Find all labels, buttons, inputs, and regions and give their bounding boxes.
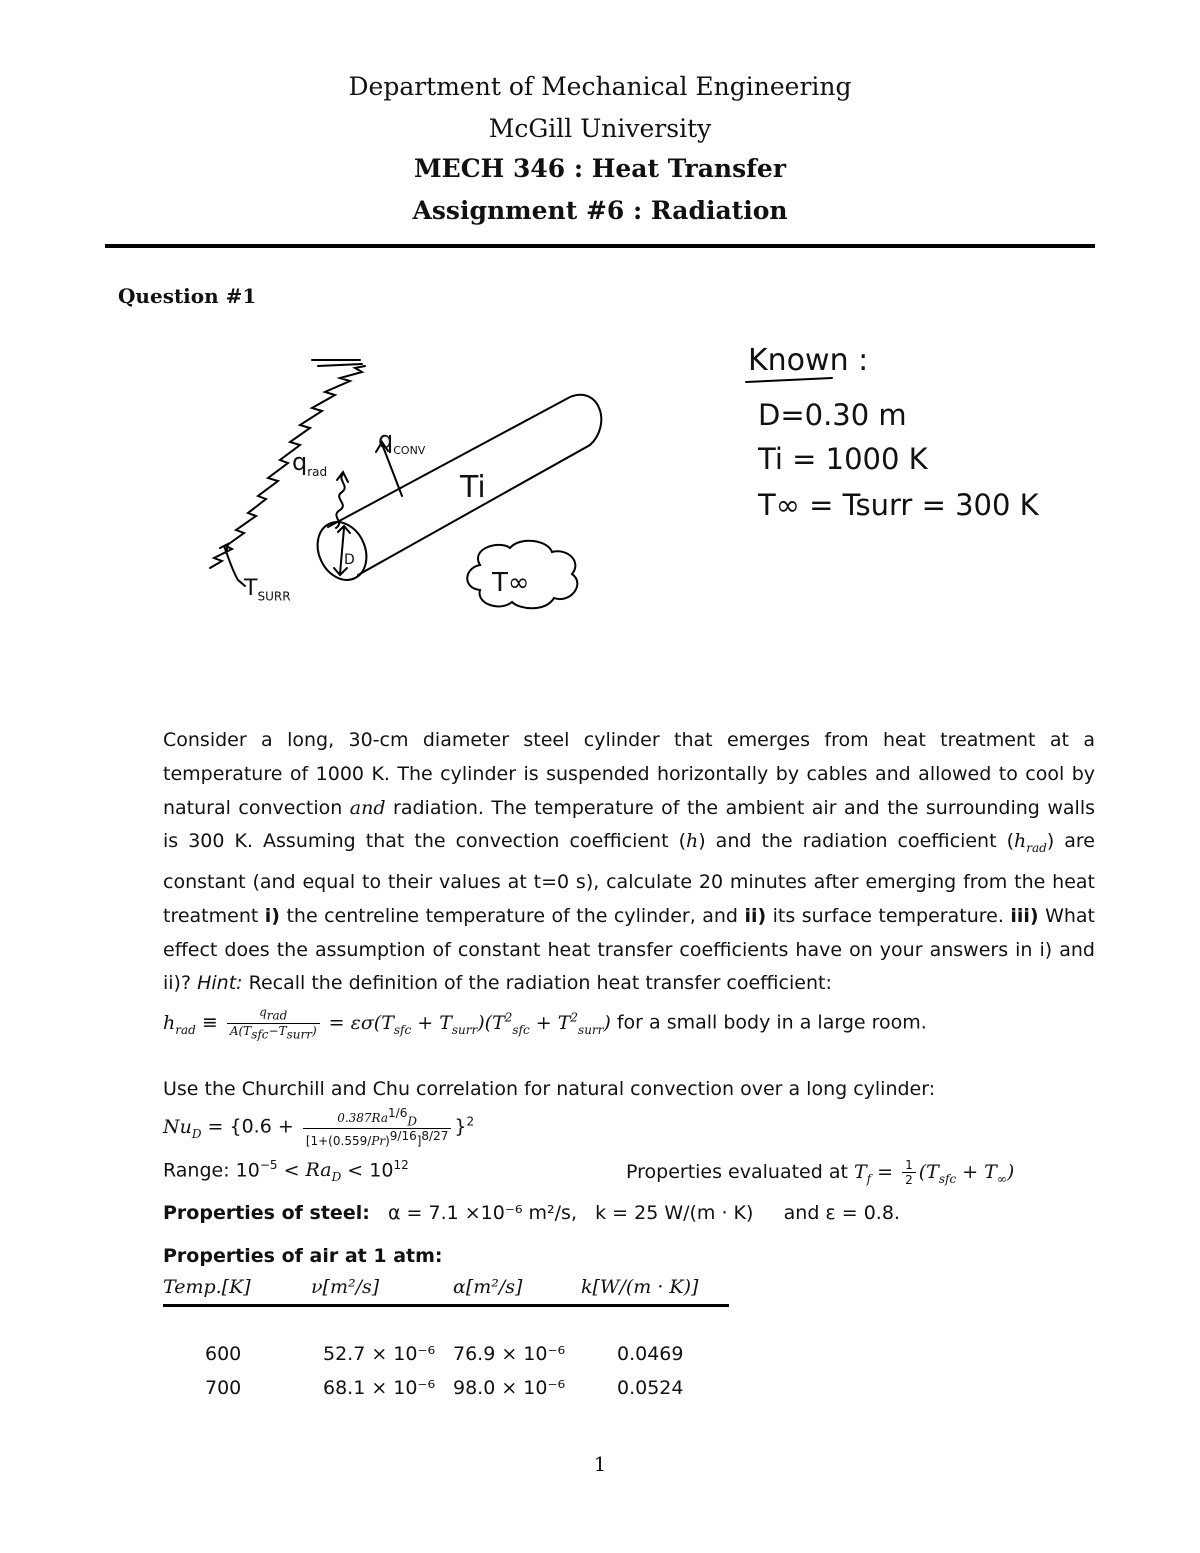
part-iii-label: iii) <box>1010 904 1039 927</box>
symbol-h: h <box>685 830 699 853</box>
problem-text-3: ) and the radiation coefficient ( <box>698 830 1014 853</box>
page-number: 1 <box>593 1452 607 1476</box>
t-surr-subscript: SURR <box>257 589 291 604</box>
steel-alpha: α = 7.1 ×10⁻⁶ m²/s, <box>387 1202 577 1224</box>
correlation-intro: Use the Churchill and Chu correlation for natural convection over a long cylinder: <box>163 1078 936 1100</box>
cell-temp: 700 <box>205 1377 242 1399</box>
cylinder-sketch <box>0 320 1200 640</box>
d-label: D <box>344 552 355 568</box>
air-properties-table <box>163 1276 729 1405</box>
known-label: Known : <box>748 343 869 378</box>
surroundings-wall <box>210 366 365 568</box>
assignment-title: Assignment #6 : Radiation <box>412 196 788 225</box>
props-eval-label: Properties evaluated at <box>626 1161 848 1183</box>
hint-label: Hint: <box>197 972 243 995</box>
cell-nu: 68.1 × 10⁻⁶ <box>323 1377 436 1399</box>
q-rad-subscript: rad <box>307 464 328 479</box>
q-conv-subscript: CONV <box>393 443 426 457</box>
problem-paragraph <box>163 724 1095 1001</box>
steel-emissivity: and ε = 0.8. <box>783 1202 900 1224</box>
q-conv-label <box>378 426 425 457</box>
problem-text-5: the centreline temperature of the cylinder, and <box>286 904 738 927</box>
steel-k: k = 25 W/(m · K) <box>595 1202 754 1224</box>
cell-k: 0.0524 <box>617 1377 684 1399</box>
col-temp: Temp.[K] <box>163 1276 311 1306</box>
symbol-h-rad-base: h <box>1014 830 1027 853</box>
steel-properties <box>163 1202 900 1224</box>
range-line: Range: $10^{-5} < Ra_D < 10^{12}$ <box>163 1158 409 1185</box>
air-properties-label: Properties of air at 1 atm: <box>163 1245 443 1267</box>
table-header-row <box>163 1276 729 1306</box>
cell-temp: 600 <box>205 1343 242 1365</box>
problem-text-7: What effect does the assumption of constant heat transfer coefficients have on your answers in i) and ii)? <box>163 904 1095 995</box>
problem-statement <box>163 724 1095 1047</box>
question-heading: Question #1 <box>118 284 257 308</box>
part-ii-label: ii) <box>744 904 767 927</box>
t-surr-label <box>244 576 291 603</box>
range-label: Range: <box>163 1159 230 1182</box>
problem-text-6: its surface temperature. <box>772 904 1004 927</box>
t-i-label: Ti <box>460 470 486 505</box>
problem-text-8: Recall the definition of the radiation heat transfer coefficient: <box>248 972 832 995</box>
q-conv-symbol: q <box>378 426 394 454</box>
course-title: MECH 346 : Heat Transfer <box>414 154 786 183</box>
header-rule <box>105 244 1095 248</box>
formula-tail-text: for a small body in a large room. <box>616 1011 927 1034</box>
problem-and-emph: and <box>349 796 386 819</box>
problem-text-2: radiation. The temperature of the ambient air and the surrounding walls is 300 K. Assuming that the convection coefficient ( <box>163 796 1095 853</box>
q-rad-label <box>292 448 327 479</box>
part-i-label: i) <box>264 904 280 927</box>
table-row <box>163 1371 729 1405</box>
symbol-h-rad-sub: rad <box>1026 841 1047 856</box>
cell-k: 0.0469 <box>617 1343 684 1365</box>
problem-text-1: Consider a long, 30-cm diameter steel cylinder that emerges from heat treatment at a temperature of 1000 K. The cylinder is suspended horizontally by cables and allowed to cool by natural convection <box>163 729 1095 819</box>
known-initial-temp: Ti = 1000 K <box>758 442 928 476</box>
film-temp-line: Properties evaluated at $T_f$ = $\frac{1}{2}$ $(T_{sfc} + T_\infty)$ <box>626 1158 1015 1187</box>
cell-nu: 52.7 × 10⁻⁶ <box>323 1343 436 1365</box>
university-heading: McGill University <box>488 114 712 143</box>
symbol-h-rad <box>1014 830 1047 856</box>
department-heading: Department of Mechanical Engineering <box>348 72 852 101</box>
col-k: k[W/(m · K)] <box>581 1276 729 1306</box>
known-diameter: D=0.30 m <box>758 398 907 432</box>
steel-label: Properties of steel: <box>163 1202 370 1224</box>
nusselt-formula: $Nu_D = \{0.6$ + $\frac{0.387Ra^{1/6}_D}{[1+(0.559/Pr)^{9/16}]^{8/27}}$ }$^2$ <box>163 1106 475 1149</box>
col-nu: ν[m²/s] <box>311 1276 453 1306</box>
known-ambient-temp: T∞ = Tsurr = 300 K <box>758 488 1039 522</box>
cell-alpha: 76.9 × 10⁻⁶ <box>453 1343 566 1365</box>
cell-alpha: 98.0 × 10⁻⁶ <box>453 1377 566 1399</box>
problem-text-4: ) are constant (and equal to their values at t=0 s), calculate 20 minutes after emerging from the heat treatment <box>163 830 1095 927</box>
t-inf-label: T∞ <box>492 568 530 598</box>
q-rad-symbol: q <box>292 448 308 476</box>
t-surr-symbol: T <box>244 576 258 601</box>
table-row <box>163 1337 729 1371</box>
col-alpha: α[m²/s] <box>453 1276 581 1306</box>
hrad-formula: $h_{rad}$ ≡ $\frac{q_{rad}}{A(T_{sfc}-T_{surr})}$ = $\varepsilon\sigma(T_{sfc} + T_{surr})(T^2_{sfc} + T^2_{surr})$ for a small body in a large room. <box>163 1005 927 1041</box>
